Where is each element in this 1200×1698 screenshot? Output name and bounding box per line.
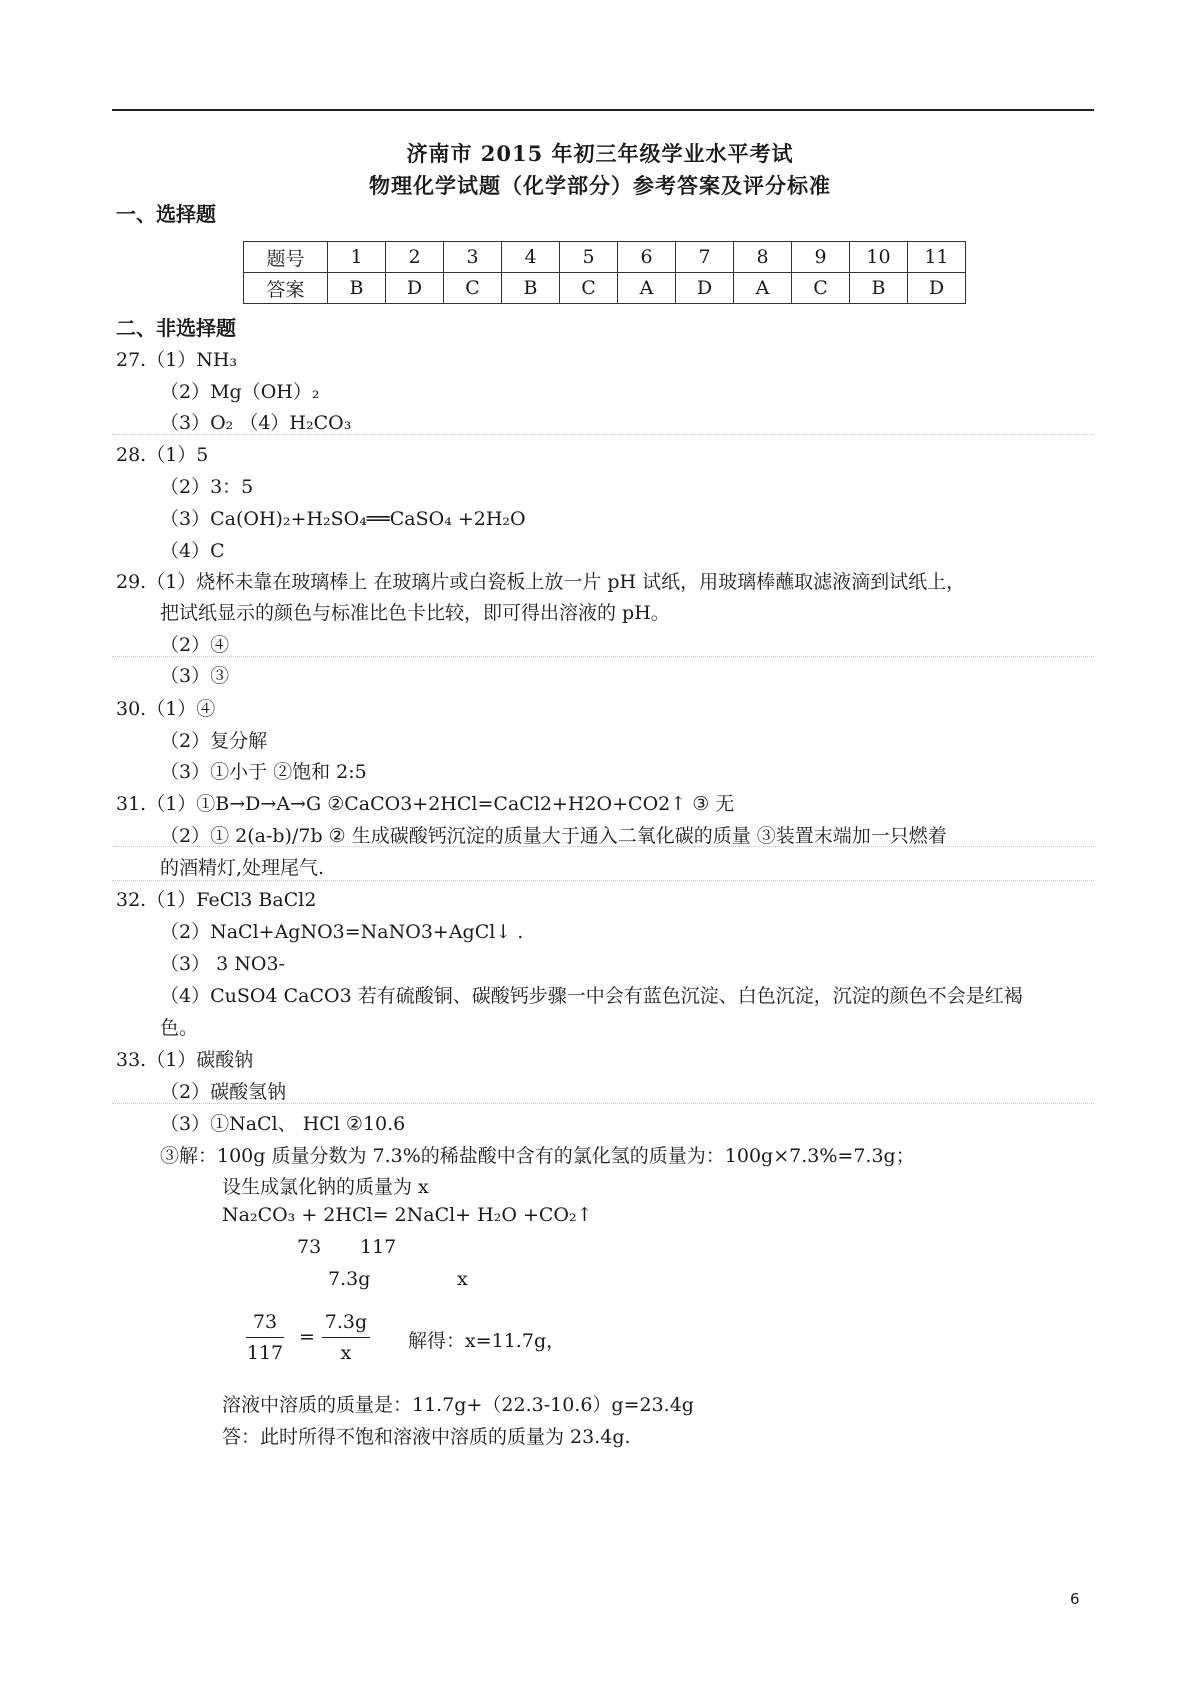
answer-cell: D — [386, 273, 444, 304]
question-number: 10 — [850, 242, 908, 273]
answer-cell: B — [328, 273, 386, 304]
q27-line-3: （3）O₂ （4）H₂CO₃ — [160, 412, 352, 434]
equals-sign: = — [299, 1326, 315, 1348]
q28-line-3: （3）Ca(OH)₂+H₂SO₄══CaSO₄ +2H₂O — [160, 508, 526, 530]
q27-line-1: 27.（1）NH₃ — [116, 349, 238, 371]
q32-line-5: 色。 — [160, 1017, 199, 1039]
dotted-divider — [112, 656, 1094, 657]
question-number: 11 — [908, 242, 966, 273]
q29-line-2: 把试纸显示的颜色与标准比色卡比较，即可得出溶液的 pH。 — [160, 602, 670, 624]
fraction-73-117 — [246, 1311, 284, 1364]
question-number: 7 — [676, 242, 734, 273]
fraction-denominator: 117 — [246, 1342, 284, 1364]
answer-cell: C — [444, 273, 502, 304]
answer-cell: C — [560, 273, 618, 304]
section-heading-nonchoice: 二、非选择题 — [116, 316, 236, 340]
row-label-answer: 答案 — [244, 273, 328, 304]
q32-line-3: （3） 3 NO3- — [160, 953, 285, 975]
q31-line-1: 31.（1）①B→D→A→G ②CaCO3+2HCl=CaCl2+H2O+CO2↑ ③ 无 — [116, 793, 735, 815]
q33-equation: Na₂CO₃ + 2HCl= 2NaCl+ H₂O +CO₂↑ — [222, 1204, 593, 1226]
q32-line-2: （2）NaCl+AgNO3=NaNO3+AgCl↓ . — [160, 921, 524, 943]
dotted-divider — [112, 846, 1094, 847]
q28-line-4: （4）C — [160, 540, 225, 562]
question-number: 5 — [560, 242, 618, 273]
q31-line-3: 的酒精灯,处理尾气. — [160, 857, 325, 879]
q33-ratio-7-3g: 7.3g — [328, 1268, 371, 1290]
q29-line-1: 29.（1）烧杯未靠在玻璃棒上 在玻璃片或白瓷板上放一片 pH 试纸，用玻璃棒蘸取滤液滴到试纸上， — [116, 571, 966, 593]
answer-table-answer-row — [244, 273, 966, 304]
fraction-denominator: x — [340, 1342, 352, 1364]
q33-ratio-x: x — [457, 1268, 468, 1290]
question-number: 1 — [328, 242, 386, 273]
fraction-bar — [322, 1337, 370, 1338]
q33-ratio-117: 117 — [360, 1236, 397, 1258]
q30-line-1: 30.（1）④ — [116, 698, 216, 720]
row-label-number: 题号 — [244, 242, 328, 273]
q30-line-2: （2）复分解 — [160, 730, 268, 752]
answer-cell: B — [850, 273, 908, 304]
section-heading-choice: 一、选择题 — [116, 202, 216, 226]
question-number: 3 — [444, 242, 502, 273]
question-number: 6 — [618, 242, 676, 273]
fraction-bar — [246, 1337, 284, 1338]
q33-line-1: 33.（1）碳酸钠 — [116, 1049, 254, 1071]
answer-table — [243, 241, 966, 304]
answer-cell: D — [676, 273, 734, 304]
q33-ratio-73: 73 — [297, 1236, 322, 1258]
q33-line-5: 设生成氯化钠的质量为 x — [222, 1176, 429, 1198]
page-number: 6 — [1070, 1590, 1080, 1608]
question-number: 8 — [734, 242, 792, 273]
q33-solute-mass: 溶液中溶质的质量是：11.7g+（22.3-10.6）g=23.4g — [222, 1394, 694, 1416]
q33-line-3: （3）①NaCl、 HCl ②10.6 — [160, 1113, 406, 1135]
q31-line-2: （2）① 2(a-b)/7b ② 生成碳酸钙沉淀的质量大于通入二氧化碳的质量 ③装置末端加一只燃着 — [160, 825, 947, 847]
exam-title: 济南市 2015 年初三年级学业水平考试 — [406, 141, 794, 166]
dotted-divider — [112, 880, 1094, 881]
question-number: 4 — [502, 242, 560, 273]
q33-final-answer: 答：此时所得不饱和溶液中溶质的质量为 23.4g. — [222, 1426, 631, 1448]
fraction-7-3g-x — [322, 1311, 370, 1364]
header-rule — [112, 109, 1094, 111]
q28-line-1: 28.（1）5 — [116, 444, 209, 466]
q29-line-3: （2）④ — [160, 634, 230, 656]
question-number: 2 — [386, 242, 444, 273]
dotted-divider — [112, 434, 1094, 435]
q32-line-4: （4）CuSO4 CaCO3 若有硫酸铜、碳酸钙步骤一中会有蓝色沉淀、白色沉淀，沉淀的颜色不会是红褐 — [160, 985, 1023, 1007]
q27-line-2: （2）Mg（OH）₂ — [160, 381, 320, 403]
answer-cell: D — [908, 273, 966, 304]
q28-line-2: （2）3：5 — [160, 476, 254, 498]
answer-table-number-row — [244, 242, 966, 273]
question-number: 9 — [792, 242, 850, 273]
answer-cell: C — [792, 273, 850, 304]
exam-subtitle: 物理化学试题（化学部分）参考答案及评分标准 — [369, 173, 831, 198]
dotted-divider — [112, 1103, 1094, 1104]
answer-cell: A — [734, 273, 792, 304]
q30-line-3: （3）①小于 ②饱和 2:5 — [160, 761, 367, 783]
answer-cell: B — [502, 273, 560, 304]
q29-line-4: （3）③ — [160, 665, 230, 687]
q33-solve-result: 解得：x=11.7g， — [408, 1330, 566, 1352]
q32-line-1: 32.（1）FeCl3 BaCl2 — [116, 889, 317, 911]
q33-line-4: ③解：100g 质量分数为 7.3%的稀盐酸中含有的氯化氢的质量为：100g×7.3%=7.3g； — [160, 1145, 915, 1167]
fraction-numerator: 73 — [252, 1311, 278, 1333]
q33-line-2: （2）碳酸氢钠 — [160, 1081, 287, 1103]
fraction-numerator: 7.3g — [324, 1311, 368, 1333]
answer-cell: A — [618, 273, 676, 304]
